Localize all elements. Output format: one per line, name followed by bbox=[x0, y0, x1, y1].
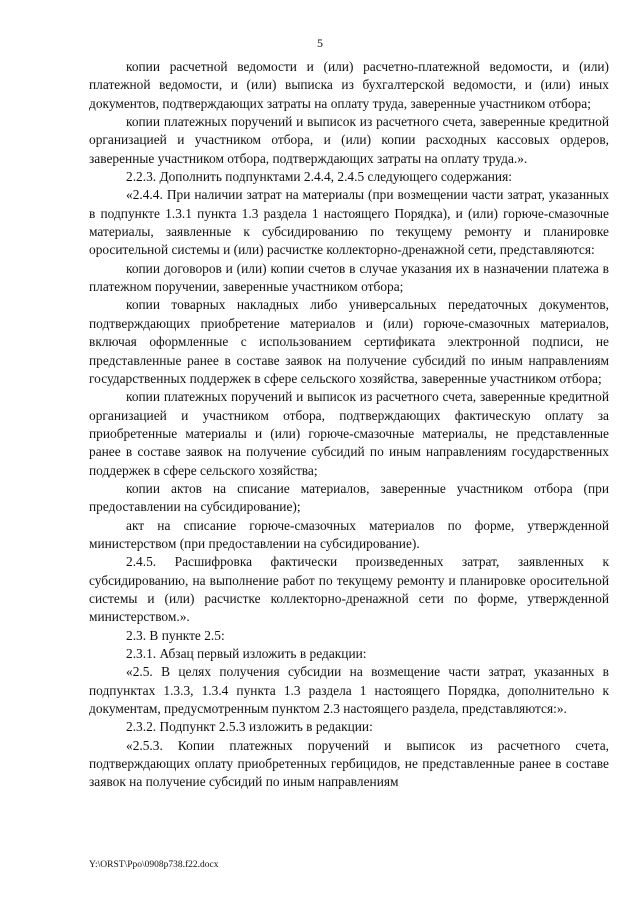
document-body bbox=[89, 58, 609, 792]
footer-file-path: Y:\ORST\Ppo\0908p738.f22.docx bbox=[89, 860, 219, 870]
page-number: 5 bbox=[317, 36, 323, 50]
paragraph: копии расчетной ведомости и (или) расчетно-платежной ведомости, и (или) платежной ведомости, и (или) выписка из бухгалтерской ведомости, и (или) иных документов, подтверждающих затраты на оплату труда, заверенные участником отбора; bbox=[89, 59, 609, 111]
paragraph: копии договоров и (или) копии счетов в случае указания их в назначении платежа в платежном поручении, заверенные участником отбора; bbox=[89, 260, 609, 295]
paragraph: 2.4.5. Расшифровка фактически произведенных затрат, заявленных к субсидированию, на выполнение работ по текущему ремонту и планировке оросительной системы и (или) расчистке коллекторно-дренажной сети по форме, утвержденной министерством.». bbox=[89, 554, 609, 625]
paragraph: копии платежных поручений и выписок из расчетного счета, заверенные кредитной организацией и участником отбора, подтверждающих фактическую оплату за приобретенные материалы и (или) горюче-смазочные материалы, не представленные ранее в составе заявок на получение субсидий по иным направлениям государственных поддержек в сфере сельского хозяйства; bbox=[89, 389, 609, 478]
paragraph: копии платежных поручений и выписок из расчетного счета, заверенные кредитной организацией и участником отбора, и (или) копии расходных кассовых ордеров, заверенные участником отбора, подтверждающих затраты на оплату труда.». bbox=[89, 114, 609, 166]
paragraph: акт на списание горюче-смазочных материалов по форме, утвержденной министерством (при предоставлении на субсидирование). bbox=[89, 517, 609, 551]
paragraph: 2.2.3. Дополнить подпунктами 2.4.4, 2.4.5 следующего содержания: bbox=[126, 169, 512, 185]
paragraph: копии товарных накладных либо универсальных передаточных документов, подтверждающих приобретение материалов и (или) горюче-смазочных материалов, включая оформленные с использованием сертификата электронной подписи, не представленные ранее в составе заявок на получение субсидий по иным направлениям государственных поддержек в сфере сельского хозяйства, заверенные участником отбора; bbox=[89, 297, 609, 386]
paragraph: «2.4.4. При наличии затрат на материалы (при возмещении части затрат, указанных в подпункте 1.3.1 пункта 1.3 раздела 1 настоящего Порядка), и (или) горюче-смазочные материалы, заявленные к субсидированию по текущему ремонту и планировке оросительной системы и (или) расчистке коллекторно-дренажной сети, представляются: bbox=[89, 187, 609, 258]
paragraph: «2.5. В целях получения субсидии на возмещение части затрат, указанных в подпунктах 1.3.3, 1.3.4 пункта 1.3 раздела 1 настоящего Порядка, дополнительно к документам, предусмотренным пунктом 2.3 настоящего раздела, представляются:». bbox=[89, 664, 609, 717]
paragraph: копии актов на списание материалов, заверенные участником отбора (при предоставлении на субсидирование); bbox=[89, 480, 609, 515]
paragraph: 2.3. В пункте 2.5: bbox=[126, 627, 225, 643]
paragraph: 2.3.1. Абзац первый изложить в редакции: bbox=[126, 646, 367, 661]
paragraph: 2.3.2. Подпункт 2.5.3 изложить в редакции: bbox=[126, 719, 373, 735]
paragraph: «2.5.3. Копии платежных поручений и выписок из расчетного счета, подтверждающих оплату приобретенных гербицидов, не представленные ранее в составе заявок на получение субсидий по иным направлениям bbox=[89, 737, 609, 790]
